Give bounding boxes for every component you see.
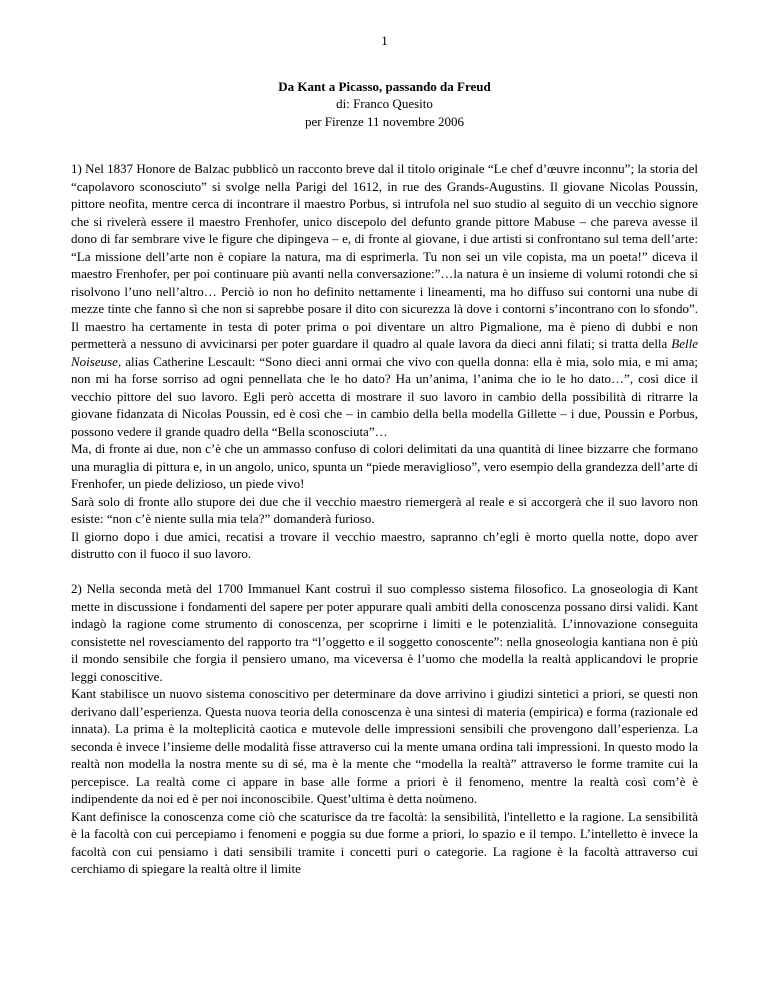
text-run-before-title: 1) Nel 1837 Honore de Balzac pubblicò un racconto breve dal il titolo originale “Le chef d’œuvre inconnu”; la storia del “capolavoro sconosciuto” si svolge nella Parigi del 1612, in rue des Grands-Augustins. Il giovane Nicolas Poussin, pittore neofita, mentre cerca di incontrare il maestro Porbus, si intrufola nel suo studio al seguito di un vecchio signore che si rivelerà essere il maestro Frenhofer, unico discepolo del defunto grande pittore Mabuse – che pareva avesse il dono di far sembrare vive le figure che dipingeva – e, di fronte al giovane, i due artisti si confrontano sul tema dell’arte: “La missione dell’arte non è copiare la natura, ma di esprimerla. Tu non sei un vile copista, ma un poeta!” diceva il maestro Frenhofer, per poi continuare più avanti nella conversazione:”…la natura è un insieme di volumi rotondi che si risolvono l’uno nell’altro… Perciò io non ho definito nettamente i lineamenti, ma ho diffuso sui contorni una nube di mezze tinte che fanno sì che non si saprebbe posare il dito con sicurezza là dove i contorni s’incontrano con lo sfondo”. Il maestro ha certamente in testa di poter prima o poi diventare un altro Pigmalione, ma è pieno di dubbi e non permetterà a nessuno di avvicinarsi per poter guardare il quadro al quale lavora da dieci anni filati; si tratta della <box>71 161 698 351</box>
document-event-line: per Firenze 11 novembre 2006 <box>304 113 465 129</box>
paragraph-frenhofer-death: Il giorno dopo i due amici, recatisi a trovare il vecchio maestro, sapranno ch’egli è morto quella notte, dopo aver distrutto con il fuoco il suo lavoro. <box>71 528 698 561</box>
document-body <box>71 160 698 878</box>
paragraph-masterpiece-reveal: Ma, di fronte ai due, non c’è che un ammasso confuso di colori delimitati da una quantità di linee bizzarre che formano una muraglia di pittura e, in un angolo, unico, spunta un “piede meraviglioso”, vero esempio della grandezza dell’arte di Frenhofer, un piede delizioso, un piede vivo! <box>71 441 698 491</box>
paragraph-balzac-story <box>71 160 698 440</box>
text-run-after-title: , alias Catherine Lescault: “Sono dieci anni ormai che vivo con quella donna: ella è mia, solo mia, e mi ama; non mi ha forse sorriso ad ogni pennellata che le ho dato? Ha un’anima, l’anima che io le ho dato…”, così dice il vecchio pittore del suo lavoro. Egli però accetta di mostrare il suo lavoro in cambio della possibilità di ritrarre la giovane fidanzata di Nicolas Poussin, ed è così che – in cambio della bella modella Gillette – i due, Poussin e Porbus, possono vedere il grande quadro della “Bella sconosciuta”… <box>71 353 698 439</box>
paragraph-kant-system: Kant stabilisce un nuovo sistema conoscitivo per determinare da dove arrivino i giudizi sintetici a priori, se questi non derivano dall’esperienza. Questa nuova teoria della conoscenza è una sintesi di materia (empirica) e forma (razionale ed innata). La prima è la molteplicità caotica e mutevole delle impressioni sensibili che provengono dall’esperienza. La seconda è invece l’insieme delle modalità fisse attraverso cui la mente umana ordina tali impressioni. In questo modo la realtà non modella la nostra mente su di sé, ma è la mente che “modella la realtà” attraverso le forme tramite cui la percepisce. La realtà come ci appare in base alle forme a priori è il fenomeno, mentre la realtà così com’è è indipendente da noi ed è per noi inconoscibile. Quest’ultima è detta noùmeno. <box>71 686 698 806</box>
paragraph-frenhofer-realization: Sarà solo di fronte allo stupore dei due che il vecchio maestro riemergerà al reale e si accorgerà che il suo lavoro non esiste: “non c’è niente sulla mia tela?” domanderà furioso. <box>71 493 698 526</box>
document-byline: di: Franco Quesito <box>336 96 433 111</box>
text-run-belle-noiseuse-italic: Belle Noiseuse <box>71 336 698 369</box>
title-block <box>71 78 698 131</box>
document-title: Da Kant a Picasso, passando da Freud <box>278 78 491 94</box>
paragraph-kant-faculties: Kant definisce la conoscenza come ciò che scaturisce da tre facoltà: la sensibilità, l'intelletto e la ragione. La sensibilità è la facoltà con cui percepiamo i fenomeni e poggia su due forme a priori, lo spazio e il tempo. L’intelletto è invece la facoltà con cui pensiamo i dati sensibili tramite i concetti puri o categorie. La ragione è la facoltà attraverso cui cerchiamo di spiegare la realtà oltre il limite <box>71 808 698 876</box>
paragraph-kant-intro: 2) Nella seconda metà del 1700 Immanuel Kant costruì il suo complesso sistema filosofico. La gnoseologia di Kant mette in discussione i fondamenti del sapere per poter appurare quali ambiti della conoscenza possano dirsi validi. Kant indagò la ragione come strumento di conoscenza, per scoprirne i limiti e le potenzialità. L’innovazione conseguita consistette nel rovesciamento del rapporto tra “l’oggetto e il soggetto conoscente”: nella gnoseologia kantiana non è più il mondo sensibile che forgia il pensiero umano, ma viceversa è l’uomo che modella la realtà applicandovi le proprie leggi conoscitive. <box>71 581 698 684</box>
page-number: 1 <box>381 33 388 48</box>
